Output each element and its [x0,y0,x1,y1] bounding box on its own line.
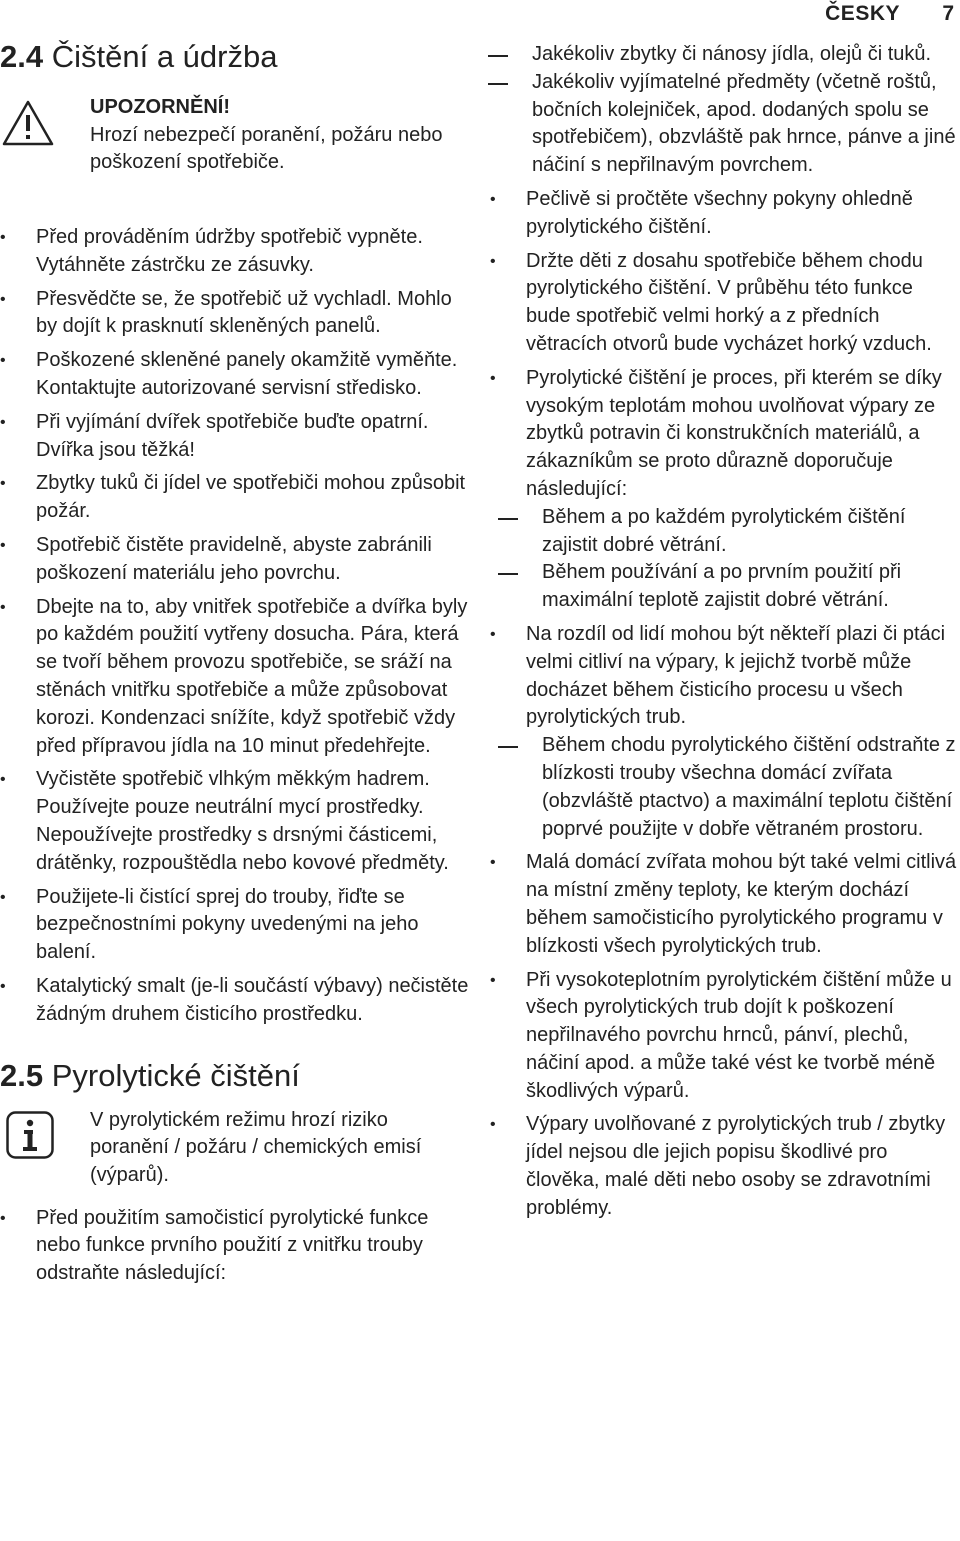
info-box [0,1109,470,1205]
dash-item: Během chodu pyrolytického čištění odstraňte z blízkosti trouby všechna domácí zvířata (obzvláště ptactvo) a maximální teplotu čištění poprvé použijte v dobře větraném prostoru. [490,732,960,843]
warning-text: Hrozí nebezpečí poranění, požáru nebo poškození spotřebiče. [90,123,443,173]
list-item [490,365,960,615]
section-2-4-title [0,38,470,76]
list-item: • Spotřebič čistěte pravidelně, abyste zabránili poškození materiálu jeho povrchu. [0,532,470,588]
list-item: • Přesvědčte se, že spotřebič už vychladl. Mohlo by dojít k prasknutí skleněných panelů. [0,286,470,342]
page-header [0,2,960,28]
pyrolytic-intro-list [0,1205,470,1288]
dash-item: Během a po každém pyrolytickém čištění zajistit dobré větrání. [490,504,960,560]
list-item: • Vyčistěte spotřebič vlhkým měkkým hadrem. Používejte pouze neutrální mycí prostředky. Nepoužívejte prostředky s drsnými částicemi, drátěnky, rozpouštědla nebo kovové předměty. [0,766,470,877]
warning-triangle-icon [2,100,54,146]
dash-list [490,732,960,843]
list-item-text: Výpary uvolňované z pyrolytických trub / zbytky jídel nejsou dle jejich popisu škodlivé pro člověka, malé děti nebo osoby se zdravotními problémy. [526,1113,946,1219]
info-text: V pyrolytickém režimu hrozí riziko poranění / požáru / chemických emisí (výparů). [90,1108,422,1186]
list-item [490,621,960,843]
cleaning-bullets [0,224,470,1029]
list-item: • Použijete-li čistící sprej do trouby, řiďte se bezpečnostními pokyny uvedenými na jeho balení. [0,884,470,967]
warning-text-block [90,94,470,177]
list-item [490,1111,960,1222]
list-item-text: Pyrolytické čištění je proces, při kterém se díky vysokým teplotám mohou uvolňovat výpary ze zbytků potravin či konstrukčních materiálů, a zákazníkům se proto důrazně doporučuje následující: [526,366,942,500]
page-number: 7 [942,2,954,25]
list-item-text: Držte děti z dosahu spotřebiče během chodu pyrolytického čištění. V průběhu této funkce bude spotřebič velmi horký a z předních větracích otvorů bude vycházet horký vzduch. [526,249,932,355]
list-item-text: Pečlivě si pročtěte všechny pokyny ohledně pyrolytického čištění. [526,187,913,238]
list-item-text: Na rozdíl od lidí mohou být někteří plazi či ptáci velmi citliví na výpary, k jejichž tvorbě může docházet během čisticího procesu u všech pyrolytických trub. [526,622,946,729]
list-item [490,248,960,359]
section-2-5-heading: Pyrolytické čištění [51,1057,300,1093]
dash-item: Během používání a po prvním použití při maximální teplotě zajistit dobré větrání. [490,559,960,615]
list-item: • Katalytický smalt (je-li součástí výbavy) nečistěte žádným druhem čisticího prostředku. [0,973,470,1029]
list-item [490,849,960,960]
list-item-text: Malá domácí zvířata mohou být také velmi citlivá na místní změny teploty, ke kterým dochází během samočisticího pyrolytického programu v blízkosti všech pyrolytických trub. [526,851,957,957]
list-item: • Před použitím samočisticí pyrolytické funkce nebo funkce prvního použití z vnitřku trouby odstraňte následující: [0,1205,470,1288]
list-item: • Před prováděním údržby spotřebič vypněte. Vytáhněte zástrčku ze zásuvky. [0,224,470,280]
left-column [0,38,470,1294]
list-item: • Při vyjímání dvířek spotřebiče buďte opatrní. Dvířka jsou těžká! [0,409,470,465]
list-item: • Dbejte na to, aby vnitřek spotřebiče a dvířka byly po každém použití vytřeny dosucha. Pára, která se tvoří během provozu spotřebiče, se sráží na stěnách vnitřku spotřebiče a může způsobovat korozi. Kondenzaci snížíte, když spotřebič vždy před přípravou jídla na 10 minut předehřejte. [0,594,470,761]
section-2-5-title [0,1057,470,1095]
section-2-4-number: 2.4 [0,39,44,74]
info-icon [6,1111,54,1159]
dash-list [490,504,960,615]
pyrolytic-bullets [490,186,960,1223]
dash-item: Jakékoliv vyjímatelné předměty (včetně roštů, bočních kolejniček, apod. dodaných spolu se spotřebičem), obzvláště pak hrnce, pánve a jiné náčiní s nepřilnavým povrchem. [444,69,960,180]
warning-box [0,94,470,224]
header-language: ČESKY [825,2,900,25]
section-2-4-heading: Čištění a údržba [51,39,278,74]
list-item [490,186,960,242]
warning-title: UPOZORNĚNÍ! [90,96,230,118]
dash-item: Jakékoliv zbytky či nánosy jídla, olejů či tuků. [444,41,960,69]
list-item: • Zbytky tuků či jídel ve spotřebiči mohou způsobit požár. [0,470,470,526]
list-item [490,967,960,1106]
right-column [490,41,960,1229]
section-2-5-number: 2.5 [0,1057,44,1093]
intro-dash-list [444,41,960,180]
list-item: • Poškozené skleněné panely okamžitě vyměňte. Kontaktujte autorizované servisní středisko. [0,347,470,403]
list-item-text: Při vysokoteplotním pyrolytickém čištění může u všech pyrolytických trub dojít k poškození nepřilnavého povrchu hrnců, pánví, plechů, náčiní apod. a může také vést ke tvorbě méně škodlivých výparů. [526,968,952,1102]
